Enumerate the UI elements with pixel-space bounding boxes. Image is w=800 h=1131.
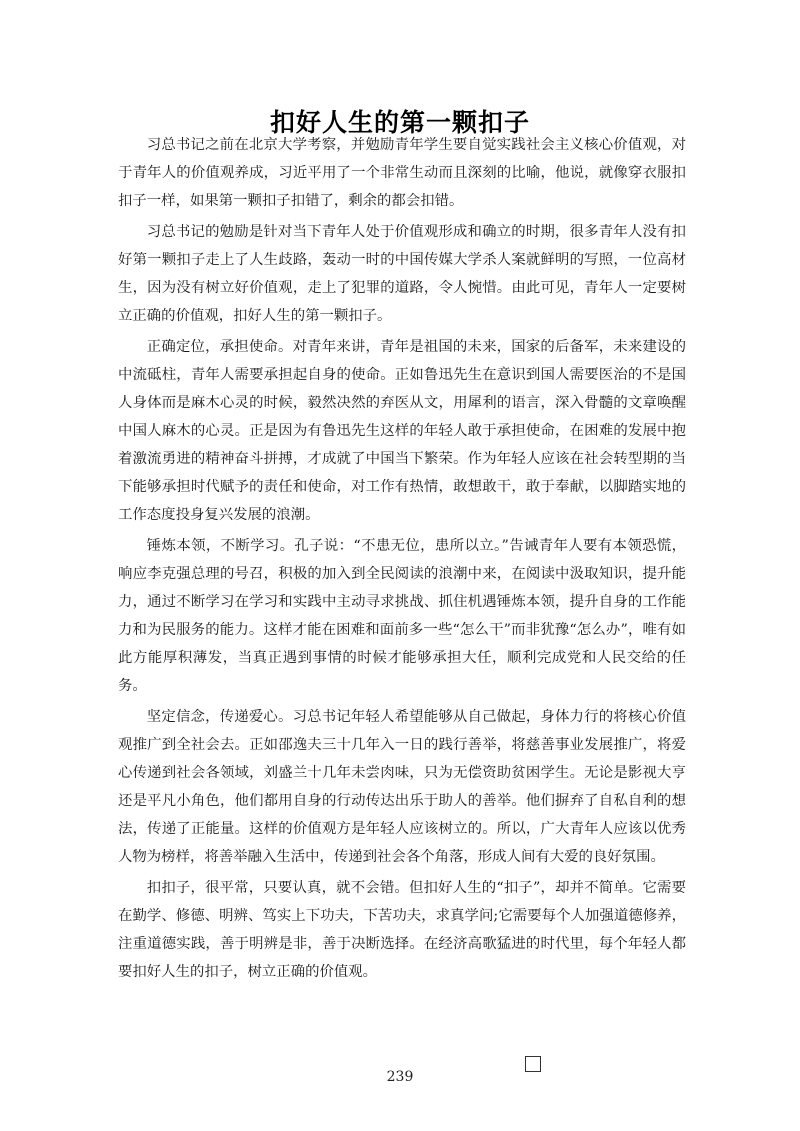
paragraph-6: 扣扣子，很平常，只要认真，就不会错。但扣好人生的“扣子”，却并不简单。它需要在勤学、修德、明辨、笃实上下功夫，下苦功夫，求真学问;它需要每个人加强道德修养，注重道德实践，善于明辨是非，善于决断选择。在经济高歌猛进的时代里，每个年轻人都要扣好人生的扣子，树立正确的价值观。: [118, 880, 686, 980]
page-number: 239: [386, 1069, 414, 1085]
paragraph-3: 正确定位，承担使命。对青年来讲，青年是祖国的未来，国家的后备军，未来建设的中流砥柱，青年人需要承担起自身的使命。正如鲁迅先生在意识到国人需要医治的不是国人身体而是麻木心灵的时候，毅然决然的弃医从文，用犀利的语言，深入骨髓的文章唤醒中国人麻木的心灵。正是因为有鲁迅先生这样的年轻人敢于承担使命，在困难的发展中抱着激流勇进的精神奋斗拼搏，才成就了中国当下繁荣。作为年轻人应该在社会转型期的当下能够承担时代赋予的责任和使命，对工作有热情，敢想敢干，敢于奉献，以脚踏实地的工作态度投身复兴发展的浪潮。: [118, 339, 686, 523]
paragraph-2: 习总书记的勉励是针对当下青年人处于价值观形成和确立的时期，很多青年人没有扣好第一颗扣子走上了人生歧路，轰动一时的中国传媒大学杀人案就鲜明的写照，一位高材生，因为没有树立好价值观，走上了犯罪的道路，令人惋惜。由此可见，青年人一定要树立正确的价值观，扣好人生的第一颗扣子。: [118, 224, 686, 324]
page-title: 扣好人生的第一颗扣子: [269, 107, 530, 137]
checkbox[interactable]: [525, 1056, 541, 1072]
essay-body: [118, 131, 686, 986]
paragraph-1: 习总书记之前在北京大学考察，并勉励青年学生要自觉实践社会主义核心价值观，对于青年人的价值观养成，习近平用了一个非常生动而且深刻的比喻，他说，就像穿衣服扣扣子一样，如果第一颗扣子扣错了，剩余的都会扣错。: [118, 137, 686, 209]
paragraph-5: 坚定信念，传递爱心。习总书记年轻人希望能够从自己做起，身体力行的将核心价值观推广到全社会去。正如邵逸夫三十几年入一日的践行善举，将慈善事业发展推广，将爱心传递到社会各领域，刘盛兰十几年未尝肉味，只为无偿资助贫困学生。无论是影视大亨还是平凡小角色，他们都用自身的行动传达出乐于助人的善举。他们摒弃了自私自利的想法，传递了正能量。这样的价值观方是年轻人应该树立的。所以，广大青年人应该以优秀人物为榜样，将善举融入生活中，传递到社会各个角落，形成人间有大爱的良好氛围。: [118, 709, 686, 865]
paragraph-4: 锤炼本领，不断学习。孔子说：“不患无位，患所以立。”告诫青年人要有本领恐慌，响应李克强总理的号召，积极的加入到全民阅读的浪潮中来，在阅读中汲取知识，提升能力，通过不断学习在学习和实践中主动寻求挑战、抓住机遇锤炼本领，提升自身的工作能力和为民服务的能力。这样才能在困难和面前多一些“怎么干”而非犹豫“怎么办”，唯有如此方能厚积薄发，当真正遇到事情的时候才能够承担大任，顺利完成党和人民交给的任务。: [118, 538, 686, 694]
